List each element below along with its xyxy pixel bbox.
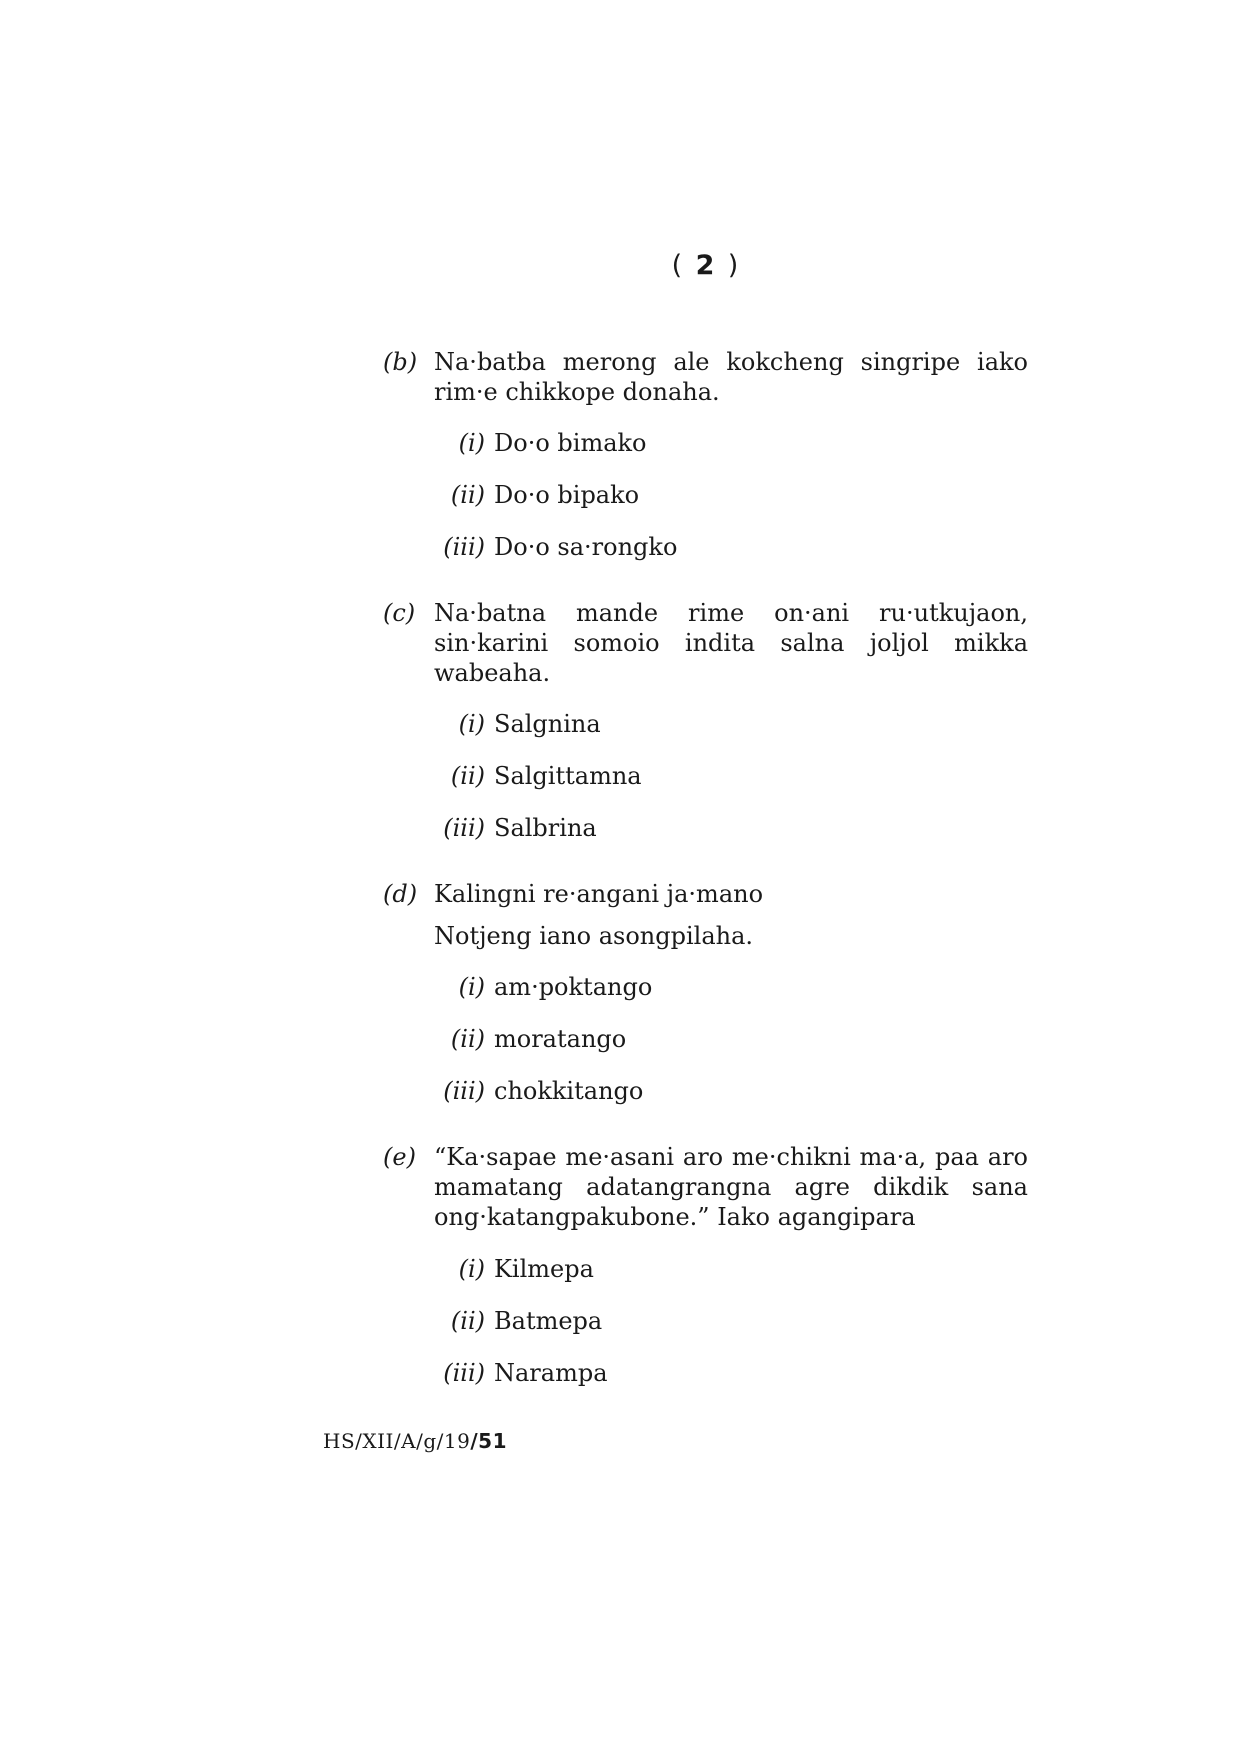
- option-text: Salgittamna: [494, 762, 642, 790]
- option-label: (i): [458, 973, 485, 1001]
- option-text: Do·o bimako: [494, 429, 647, 457]
- option-text: Do·o bipako: [494, 481, 640, 509]
- option-text: Narampa: [494, 1359, 608, 1387]
- option-text: Do·o sa·rongko: [494, 533, 678, 561]
- question-label: (e): [383, 1143, 416, 1171]
- option-text: am·poktango: [494, 973, 653, 1001]
- question-c: [383, 598, 1028, 688]
- question-stem: Na·batba merong ale kokcheng singripe iako rim·e chikkope donaha.: [434, 348, 1028, 406]
- option-label: (i): [458, 710, 485, 738]
- page-number-value: 2: [695, 250, 717, 281]
- question-note: Notjeng iano asongpilaha.: [434, 922, 754, 950]
- question-stem: Na·batna mande rime on·ani ru·utkujaon, sin·karini somoio indita salna joljol mikka wabeaha.: [434, 599, 1028, 687]
- question-label: (d): [383, 880, 418, 908]
- option-text: chokkitango: [494, 1077, 644, 1105]
- option-label: (iii): [443, 533, 485, 561]
- question-label: (b): [383, 348, 418, 376]
- page-number-close-paren: ): [727, 250, 741, 281]
- paper-code-suffix: /51: [470, 1429, 507, 1453]
- option-text: Kilmepa: [494, 1255, 594, 1283]
- option-text: Batmepa: [494, 1307, 603, 1335]
- question-d: [383, 879, 1028, 951]
- option-label: (iii): [443, 814, 485, 842]
- option-label: (ii): [450, 1025, 485, 1053]
- option-text: Salgnina: [494, 710, 601, 738]
- option-label: (i): [458, 429, 485, 457]
- question-b: [383, 347, 1028, 407]
- question-stem: “Ka·sapae me·asani aro me·chikni ma·a, paa aro mamatang adatangrangna agre dikdik sana ong·katangpakubone.” Iako agangipara: [434, 1143, 1028, 1231]
- paper-code-prefix: HS/XII/A/g/19: [323, 1429, 471, 1453]
- question-label: (c): [383, 599, 416, 627]
- option-label: (iii): [443, 1359, 485, 1387]
- page-number: [0, 250, 1242, 281]
- option-text: moratango: [494, 1025, 627, 1053]
- question-e: [383, 1142, 1028, 1232]
- question-stem: Kalingni re·angani ja·mano: [434, 880, 764, 908]
- paper-code: [323, 1429, 507, 1453]
- option-label: (ii): [450, 481, 485, 509]
- option-text: Salbrina: [494, 814, 597, 842]
- option-label: (iii): [443, 1077, 485, 1105]
- option-label: (i): [458, 1255, 485, 1283]
- option-label: (ii): [450, 1307, 485, 1335]
- option-label: (ii): [450, 762, 485, 790]
- page-number-open-paren: (: [671, 250, 685, 281]
